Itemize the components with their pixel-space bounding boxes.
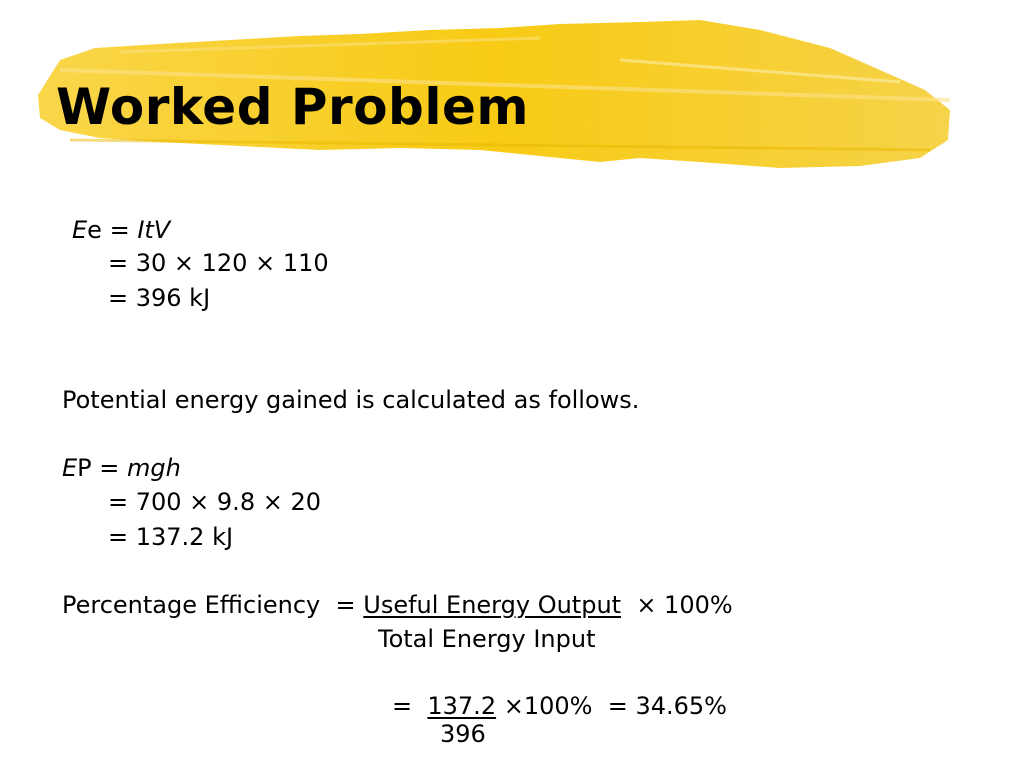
electrical-energy-formula: ItV (137, 216, 171, 244)
efficiency-numerator: Useful Energy Output (363, 591, 622, 619)
potential-energy-symbol: E (62, 454, 78, 482)
efficiency-result-value: ×100% = 34.65% (496, 692, 727, 720)
potential-energy-formula: mgh (127, 454, 181, 482)
efficiency-result-equals: = (392, 692, 428, 720)
efficiency-result (392, 694, 727, 718)
efficiency-times-100: × 100% (621, 591, 733, 619)
potential-energy-intro: Potential energy gained is calculated as follows. (62, 386, 640, 414)
electrical-energy-equation (72, 218, 170, 242)
potential-energy-equals: = (91, 454, 128, 482)
efficiency-label: Percentage Efficiency = (62, 591, 364, 619)
electrical-energy-step2: = 396 kJ (108, 284, 211, 312)
potential-energy-equation (62, 456, 181, 480)
slide-title: Worked Problem (56, 78, 529, 136)
efficiency-result-numerator: 137.2 (427, 692, 497, 720)
potential-energy-subscript: P (77, 454, 92, 482)
electrical-energy-step1: = 30 × 120 × 110 (108, 249, 329, 277)
potential-energy-step1: = 700 × 9.8 × 20 (108, 488, 321, 516)
electrical-energy-symbol: E (72, 216, 88, 244)
efficiency-result-denominator: 396 (440, 720, 486, 748)
efficiency-equation (62, 593, 733, 617)
electrical-energy-subscript: e (87, 216, 102, 244)
efficiency-denominator: Total Energy Input (378, 625, 596, 653)
potential-energy-step2: = 137.2 kJ (108, 523, 234, 551)
electrical-energy-equals: = (101, 216, 138, 244)
